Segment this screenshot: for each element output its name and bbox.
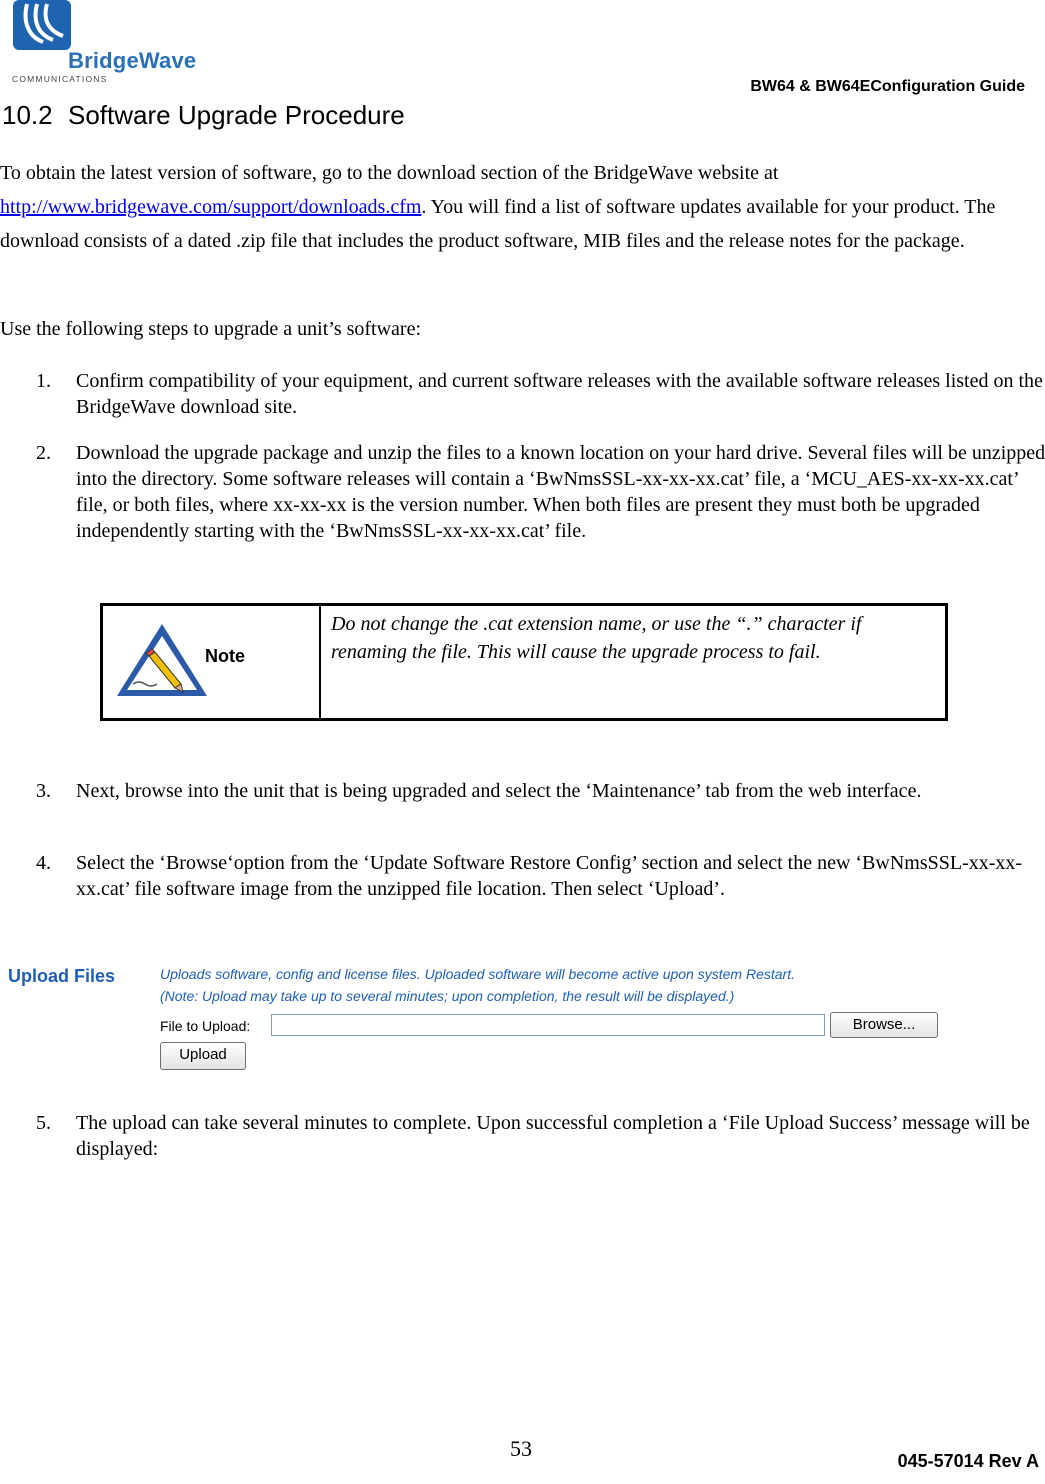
note-box — [100, 603, 948, 721]
step-text: Confirm compatibility of your equipment, and current software releases with the available software releases listed on the BridgeWave download site. — [76, 370, 1043, 418]
step-number: 4. — [36, 852, 51, 874]
intro-paragraph — [0, 156, 1045, 258]
section-number: 10.2 — [2, 100, 53, 130]
step-text: Select the ‘Browse‘option from the ‘Update Software Restore Config’ section and select the new ‘BwNmsSSL-xx-xx-xx.cat’ file software image from the unzipped file location. Then select ‘Upload’. — [76, 852, 1023, 900]
steps-intro: Use the following steps to upgrade a unit’s software: — [0, 318, 422, 340]
intro-text-start: To obtain the latest version of software, go to the download section of the BridgeWave website at — [0, 162, 779, 184]
document-revision: 045-57014 Rev A — [897, 1451, 1039, 1471]
upload-files-panel — [0, 958, 1045, 1074]
step-number: 5. — [36, 1112, 51, 1134]
section-title: Software Upgrade Procedure — [68, 100, 405, 130]
company-logo — [8, 0, 208, 86]
step-number: 2. — [36, 442, 51, 464]
upload-files-title: Upload Files — [8, 966, 116, 986]
logo-wordmark: BridgeWave — [68, 48, 197, 73]
upload-note: (Note: Upload may take up to several minutes; upon completion, the result will be displayed.) — [160, 988, 735, 1004]
upload-description: Uploads software, config and license files. Uploaded software will become active upon system Restart. — [160, 966, 795, 982]
file-to-upload-input[interactable] — [271, 1014, 825, 1036]
intro-text-end: . You will find a list of software updates available for your product. The download consists of a dated .zip file that includes the product software, MIB files and the release notes for the package. — [0, 196, 996, 252]
page-number: 53 — [510, 1436, 532, 1461]
step-text: Next, browse into the unit that is being upgraded and select the ‘Maintenance’ tab from the web interface. — [76, 780, 922, 802]
browse-button[interactable]: Browse... — [830, 1012, 938, 1038]
upload-button[interactable]: Upload — [160, 1042, 246, 1070]
logo-swirl-icon — [13, 0, 71, 50]
note-icon-cell — [103, 606, 321, 718]
downloads-link[interactable]: http://www.bridgewave.com/support/downloads.cfm — [0, 196, 422, 218]
guide-title: BW64 & BW64EConfiguration Guide — [750, 78, 1025, 95]
logo-subtext: COMMUNICATIONS — [12, 74, 108, 84]
note-label: Note — [205, 646, 245, 666]
note-text: Do not change the .cat extension name, or use the “.” character if renaming the file. This will cause the upgrade process to fail. — [331, 613, 862, 663]
file-to-upload-label: File to Upload: — [160, 1018, 251, 1034]
note-pencil-icon — [115, 622, 209, 698]
section-heading — [2, 100, 405, 131]
step-number: 3. — [36, 780, 51, 802]
step-text: The upload can take several minutes to complete. Upon successful completion a ‘File Upload Success’ message will be displayed: — [76, 1112, 1030, 1160]
step-text: Download the upgrade package and unzip the files to a known location on your hard drive. Several files will be unzipped into the directory. Some software releases will contain a ‘BwNmsSSL-xx-xx-xx.cat’ file, a ‘MCU_AES-xx-xx-xx.cat’ file, or both files, where xx-xx-xx is the version number. When both files are present they must both be upgraded independently starting with the ‘BwNmsSSL-xx-xx-xx.cat’ file. — [76, 442, 1045, 542]
step-number: 1. — [36, 370, 51, 392]
